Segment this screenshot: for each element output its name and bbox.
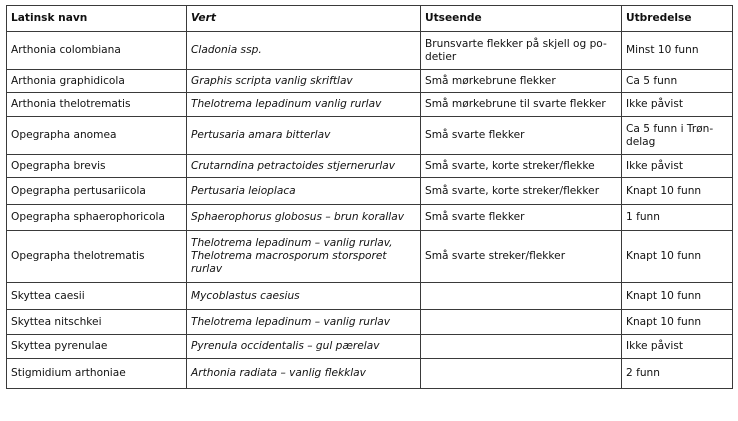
cell-latin-name: Skyttea pyrenulae — [7, 335, 187, 359]
cell-distribution: Ca 5 funn — [622, 70, 733, 93]
cell-distribution: Knapt 10 funn — [622, 178, 733, 205]
header-distribution: Utbredelse — [622, 6, 733, 32]
cell-appearance: Små svarte streker/flekker — [421, 231, 622, 283]
cell-appearance — [421, 359, 622, 389]
cell-appearance — [421, 283, 622, 310]
cell-latin-name: Opegrapha brevis — [7, 155, 187, 178]
cell-appearance: Små mørkebrune flekker — [421, 70, 622, 93]
cell-host: Thelotrema lepadinum vanlig rurlav — [187, 93, 421, 117]
cell-appearance — [421, 335, 622, 359]
table-row — [7, 32, 733, 70]
cell-appearance: Brunsvarte flekker på skjell og po-detier — [421, 32, 622, 70]
header-latin-name: Latinsk navn — [7, 6, 187, 32]
cell-host: Pertusaria leioplaca — [187, 178, 421, 205]
cell-latin-name: Arthonia thelotrematis — [7, 93, 187, 117]
species-table-container — [6, 5, 732, 389]
cell-host: Thelotrema lepadinum – vanlig rurlav — [187, 310, 421, 335]
cell-appearance: Små svarte, korte streker/flekke — [421, 155, 622, 178]
cell-host: Crutarndina petractoides stjernerurlav — [187, 155, 421, 178]
cell-latin-name: Opegrapha anomea — [7, 117, 187, 155]
table-row — [7, 283, 733, 310]
cell-distribution: Knapt 10 funn — [622, 231, 733, 283]
cell-latin-name: Stigmidium arthoniae — [7, 359, 187, 389]
table-row — [7, 205, 733, 231]
cell-host: Thelotrema lepadinum – vanlig rurlav, Thelotrema macrosporum storsporet rurlav — [187, 231, 421, 283]
cell-distribution: Ikke påvist — [622, 335, 733, 359]
table-row — [7, 310, 733, 335]
cell-appearance — [421, 310, 622, 335]
table-row — [7, 70, 733, 93]
cell-latin-name: Opegrapha pertusariicola — [7, 178, 187, 205]
cell-distribution: 1 funn — [622, 205, 733, 231]
table-row — [7, 359, 733, 389]
cell-host: Graphis scripta vanlig skriftlav — [187, 70, 421, 93]
cell-appearance: Små svarte flekker — [421, 117, 622, 155]
cell-latin-name: Skyttea nitschkei — [7, 310, 187, 335]
table-row — [7, 93, 733, 117]
cell-host: Arthonia radiata – vanlig flekklav — [187, 359, 421, 389]
cell-distribution: 2 funn — [622, 359, 733, 389]
cell-distribution: Ca 5 funn i Trøn-delag — [622, 117, 733, 155]
cell-host: Pyrenula occidentalis – gul pærelav — [187, 335, 421, 359]
table-row — [7, 335, 733, 359]
cell-latin-name: Arthonia colombiana — [7, 32, 187, 70]
species-table — [6, 5, 733, 389]
cell-appearance: Små mørkebrune til svarte flekker — [421, 93, 622, 117]
table-row — [7, 231, 733, 283]
table-row — [7, 155, 733, 178]
cell-distribution: Ikke påvist — [622, 155, 733, 178]
cell-distribution: Knapt 10 funn — [622, 283, 733, 310]
cell-appearance: Små svarte, korte streker/flekker — [421, 178, 622, 205]
cell-host: Sphaerophorus globosus – brun korallav — [187, 205, 421, 231]
header-host: Vert — [187, 6, 421, 32]
cell-latin-name: Skyttea caesii — [7, 283, 187, 310]
cell-host: Mycoblastus caesius — [187, 283, 421, 310]
cell-latin-name: Opegrapha sphaerophoricola — [7, 205, 187, 231]
cell-appearance: Små svarte flekker — [421, 205, 622, 231]
cell-host: Cladonia ssp. — [187, 32, 421, 70]
header-appearance: Utseende — [421, 6, 622, 32]
cell-distribution: Knapt 10 funn — [622, 310, 733, 335]
cell-distribution: Ikke påvist — [622, 93, 733, 117]
table-row — [7, 178, 733, 205]
cell-latin-name: Opegrapha thelotrematis — [7, 231, 187, 283]
table-header-row — [7, 6, 733, 32]
cell-latin-name: Arthonia graphidicola — [7, 70, 187, 93]
cell-distribution: Minst 10 funn — [622, 32, 733, 70]
cell-host: Pertusaria amara bitterlav — [187, 117, 421, 155]
table-row — [7, 117, 733, 155]
